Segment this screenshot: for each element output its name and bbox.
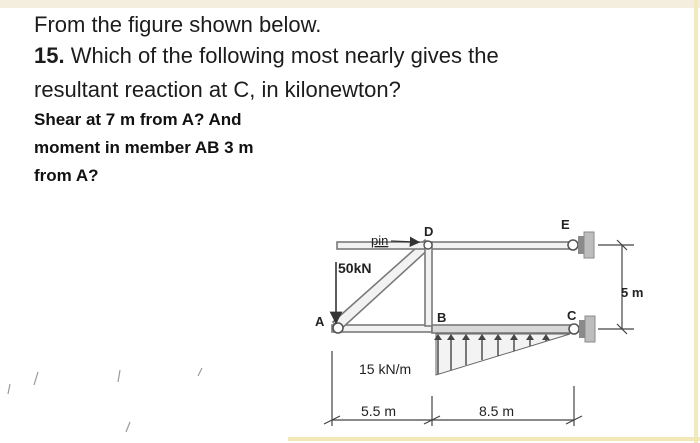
label-dim-span-2: 8.5 m [479, 403, 515, 419]
question-line-2: resultant reaction at C, in kilonewton? [34, 77, 401, 102]
pin-C [569, 324, 579, 334]
pin-A [333, 323, 343, 333]
distributed-load [434, 334, 570, 375]
subquestion-line-2: moment in member AB 3 m [34, 138, 254, 157]
member-AB [332, 325, 432, 332]
subquestion-line-3: from A? [34, 166, 99, 185]
label-point-load: 50kN [338, 260, 372, 276]
label-C: C [567, 308, 577, 323]
bottom-edge-rule [288, 437, 700, 441]
label-dim-height: 5 m [621, 285, 644, 300]
pin-D [424, 241, 432, 249]
label-A: A [315, 314, 325, 329]
question-number: 15. [34, 43, 65, 68]
support-E [578, 232, 594, 258]
stray-marks [8, 368, 202, 432]
intro-text: From the figure shown below. [34, 12, 322, 37]
question-text: Which of the following most nearly gives the [64, 43, 499, 68]
label-dim-span-1: 5.5 m [361, 403, 397, 419]
subquestion-line-1: Shear at 7 m from A? And [34, 110, 242, 129]
member-DB [425, 242, 432, 326]
label-D: D [424, 224, 434, 239]
truss-members [332, 240, 574, 333]
label-distributed-load: 15 kN/m [359, 361, 412, 377]
pin-E [568, 240, 578, 250]
member-BC [432, 325, 574, 333]
support-C [579, 316, 595, 342]
label-pin: pin [371, 233, 389, 248]
member-AD [333, 240, 432, 330]
right-edge-rule [694, 0, 698, 443]
label-E: E [561, 217, 570, 232]
label-B: B [437, 310, 447, 325]
